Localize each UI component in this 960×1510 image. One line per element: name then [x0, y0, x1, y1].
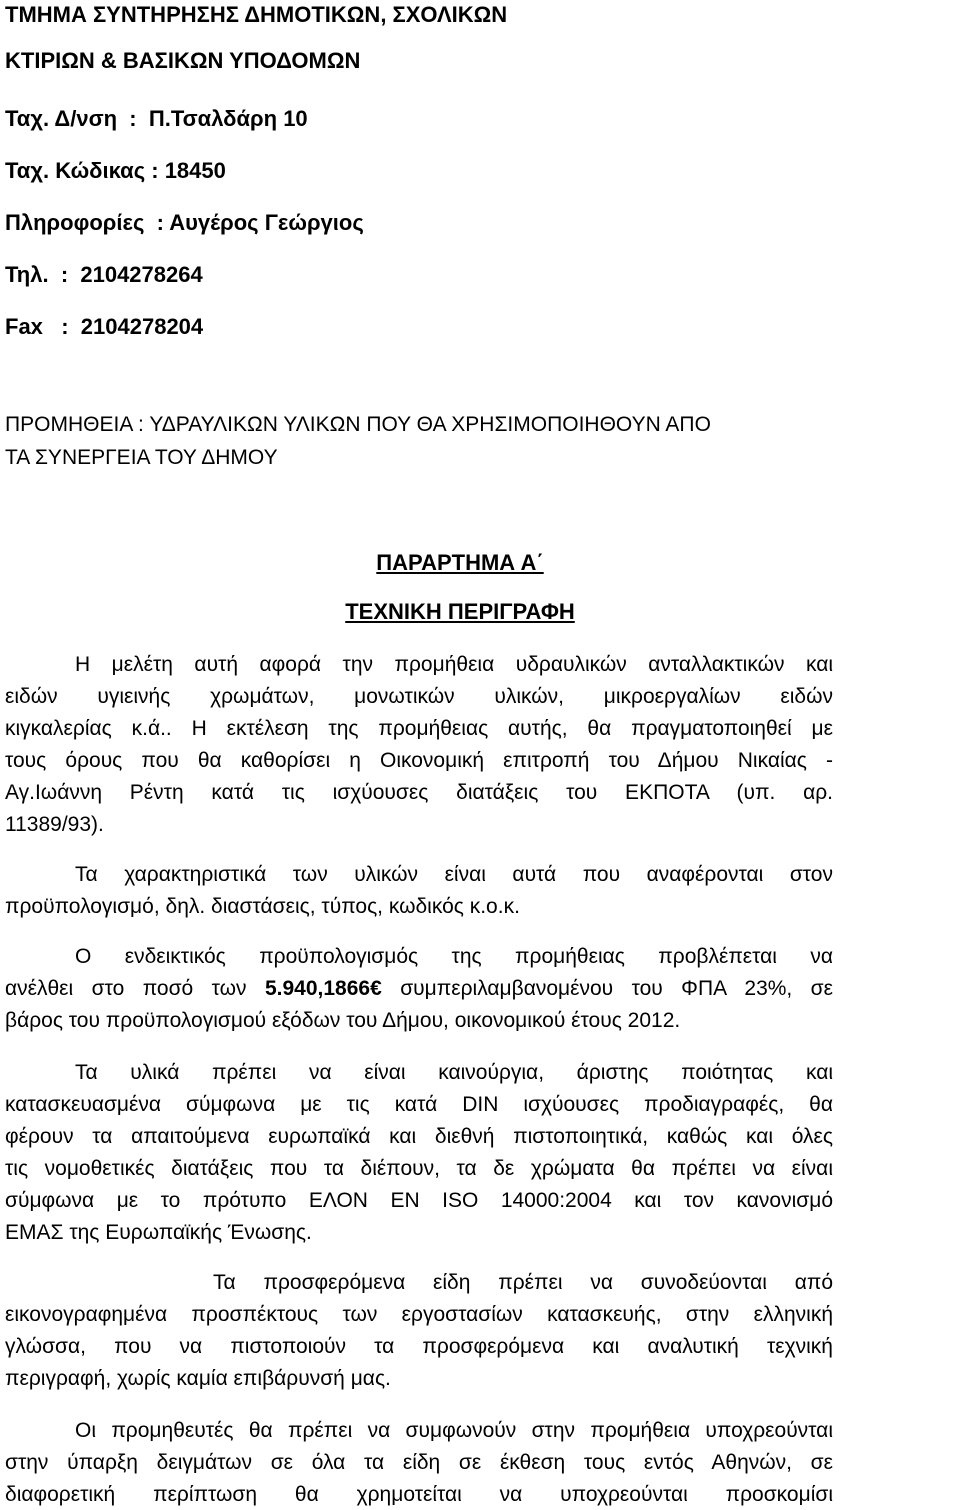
postal-code: Ταχ. Κώδικας : 18450 [5, 158, 226, 183]
paragraph-5-line-1: Τα προσφερόμενα είδη πρέπει να συνοδεύονται από [213, 1271, 833, 1294]
paragraph-5-line-4: περιγραφή, χωρίς καμία επιβάρυνσή μας. [5, 1367, 391, 1390]
paragraph-1-line-4: τους όρους που θα καθορίσει η Οικονομική επιτροπή του Δήμου Νικαίας - [5, 749, 833, 772]
supply-subject-line-1: ΠΡΟΜΗΘΕΙΑ : ΥΔΡΑΥΛΙΚΩΝ ΥΛΙΚΩΝ ΠΟΥ ΘΑ ΧΡΗΣΙΜΟΠΟΙΗΘΟΥΝ ΑΠΟ [5, 413, 711, 436]
paragraph-6-line-2: στην ύπαρξη δειγμάτων σε όλα τα είδη σε έκθεση τους εντός Αθηνών, σε [5, 1451, 833, 1474]
paragraph-4-line-1: Τα υλικά πρέπει να είναι καινούργια, άριστης ποιότητας και [75, 1061, 833, 1084]
supply-subject-line-2: ΤΑ ΣΥΝΕΡΓΕΙΑ ΤΟΥ ΔΗΜΟΥ [5, 446, 278, 469]
paragraph-4-line-6: ΕΜΑΣ της Ευρωπαϊκής Ένωσης. [5, 1221, 312, 1244]
paragraph-3-pre-amount: ανέλθει στο ποσό των [5, 977, 265, 1000]
budget-amount: 5.940,1866€ [264, 977, 382, 1000]
department-line-1: ΤΜΗΜΑ ΣΥΝΤΗΡΗΣΗΣ ΔΗΜΟΤΙΚΩΝ, ΣΧΟΛΙΚΩΝ [5, 2, 508, 27]
annex-title: ΠΑΡΑΡΤΗΜΑ Α΄ [376, 550, 544, 575]
paragraph-3-post-amount: συμπεριλαμβανομένου του ΦΠΑ 23%, σε [381, 977, 834, 1000]
paragraph-5-line-3: γλώσσα, που να πιστοποιούν τα προσφερόμενα και αναλυτική τεχνική [5, 1335, 833, 1358]
paragraph-4-line-3: φέρουν τα απαιτούμενα ευρωπαϊκά και διεθνή πιστοποιητικά, καθώς και όλες [5, 1125, 833, 1148]
phone-number: Τηλ. : 2104278264 [5, 262, 203, 287]
paragraph-2-line-2: προϋπολογισμό, δηλ. διαστάσεις, τύπος, κωδικός κ.ο.κ. [5, 895, 520, 918]
paragraph-4-line-5: σύμφωνα με το πρότυπο ΕΛΟΝ ΕΝ ISO 14000:2004 και τον κανονισμό [5, 1189, 833, 1212]
paragraph-4-line-4: τις νομοθετικές διατάξεις που τα διέπουν, τα δε χρώματα θα πρέπει να είναι [5, 1157, 833, 1180]
paragraph-1-line-2: ειδών υγιεινής χρωμάτων, μονωτικών υλικών, μικροεργαλίων ειδών [5, 685, 833, 708]
technical-description-title: ΤΕΧΝΙΚΗ ΠΕΡΙΓΡΑΦΗ [345, 599, 575, 624]
paragraph-1-line-6: 11389/93). [5, 813, 104, 836]
paragraph-3-line-3: βάρος του προϋπολογισμού εξόδων του Δήμου, οικονομικού έτους 2012. [5, 1009, 681, 1032]
paragraph-6-line-1: Οι προμηθευτές θα πρέπει να συμφωνούν στην προμήθεια υποχρεούνται [75, 1419, 833, 1442]
paragraph-1-line-5: Αγ.Ιωάννη Ρέντη κατά τις ισχύουσες διατάξεις του ΕΚΠΟΤΑ (υπ. αρ. [5, 781, 833, 804]
paragraph-2-line-1: Τα χαρακτηριστικά των υλικών είναι αυτά που αναφέρονται στον [75, 863, 833, 886]
paragraph-3-line-2 [5, 974, 833, 1004]
fax-number: Fax : 2104278204 [5, 314, 204, 339]
postal-address: Ταχ. Δ/νση : Π.Τσαλδάρη 10 [5, 106, 308, 131]
paragraph-4-line-2: κατασκευασμένα σύμφωνα με τις κατά DIN ισχύουσες προδιαγραφές, θα [5, 1093, 833, 1116]
contact-person: Πληροφορίες : Αυγέρος Γεώργιος [5, 210, 364, 235]
paragraph-3-line-1: Ο ενδεικτικός προϋπολογισμός της προμήθειας προβλέπεται να [75, 945, 833, 968]
department-line-2: ΚΤΙΡΙΩΝ & ΒΑΣΙΚΩΝ ΥΠΟΔΟΜΩΝ [5, 48, 361, 73]
paragraph-6-line-3: διαφορετική περίπτωση θα χρημοτείται να υποχρεούνται προσκομίσι [5, 1483, 833, 1506]
paragraph-5-line-2: εικονογραφημένα προσπέκτους των εργοστασίων κατασκευής, στην ελληνική [5, 1303, 833, 1326]
paragraph-1-line-3: κιγκαλερίας κ.ά.. Η εκτέλεση της προμήθειας αυτής, θα πραγματοποιηθεί με [5, 717, 833, 740]
paragraph-1-line-1: Η μελέτη αυτή αφορά την προμήθεια υδραυλικών ανταλλακτικών και [75, 653, 833, 676]
